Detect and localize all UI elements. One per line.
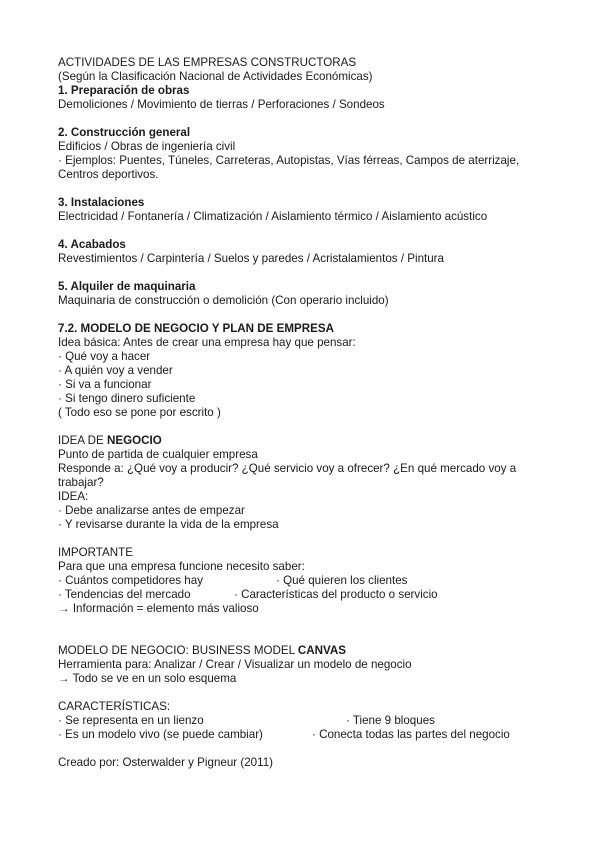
- section-3-line: Electricidad / Fontanería / Climatización / Aislamiento térmico / Aislamiento acústico: [58, 210, 488, 223]
- modelo-line: · Qué voy a hacer: [58, 350, 151, 363]
- idea-heading-bold: NEGOCIO: [106, 434, 162, 447]
- importante-row: [58, 588, 438, 602]
- importante-item: · Características del producto o servicio: [234, 588, 438, 601]
- document-subtitle: (Según la Clasificación Nacional de Actividades Económicas): [58, 70, 373, 83]
- section-1-line: Demoliciones / Movimiento de tierras / Perforaciones / Sondeos: [58, 98, 385, 111]
- modelo-heading: 7.2. MODELO DE NEGOCIO Y PLAN DE EMPRESA: [58, 322, 334, 335]
- idea-line: · Y revisarse durante la vida de la empresa: [58, 518, 279, 531]
- footer-credit: Creado por: Osterwalder y Pigneur (2011): [58, 756, 274, 769]
- modelo-line: · Si va a funcionar: [58, 378, 152, 391]
- importante-item: · Qué quieren los clientes: [276, 574, 408, 587]
- section-4-heading: 4. Acabados: [58, 238, 126, 251]
- caracteristicas-heading: CARACTERÍSTICAS:: [58, 700, 171, 713]
- modelo-line: · Si tengo dinero suficiente: [58, 392, 196, 405]
- canvas-heading: [58, 644, 346, 658]
- idea-line: · Debe analizarse antes de empezar: [58, 504, 245, 517]
- caracteristicas-item: · Se representa en un lienzo: [58, 714, 204, 727]
- caracteristicas-item: · Es un modelo vivo (se puede cambiar): [58, 728, 263, 741]
- canvas-heading-prefix: MODELO DE NEGOCIO: BUSINESS MODEL: [58, 644, 298, 657]
- modelo-line: · A quién voy a vender: [58, 364, 173, 377]
- importante-row: [58, 574, 408, 588]
- importante-arrow-line: → Información = elemento más valioso: [58, 602, 259, 615]
- importante-item: · Tendencias del mercado: [58, 588, 191, 601]
- section-5-heading: 5. Alquiler de maquinaria: [58, 280, 196, 293]
- importante-item: · Cuántos competidores hay: [58, 574, 203, 587]
- importante-heading: IMPORTANTE: [58, 546, 133, 559]
- idea-line: IDEA:: [58, 490, 89, 503]
- document-title: ACTIVIDADES DE LAS EMPRESAS CONSTRUCTORAS: [58, 56, 357, 69]
- section-4-line: Revestimientos / Carpintería / Suelos y paredes / Acristalamientos / Pintura: [58, 252, 444, 265]
- section-2-heading: 2. Construcción general: [58, 126, 191, 139]
- caracteristicas-item: · Conecta todas las partes del negocio: [312, 728, 510, 741]
- idea-line: Responde a: ¿Qué voy a producir? ¿Qué servicio voy a ofrecer? ¿En qué mercado voy a: [58, 462, 517, 475]
- idea-heading-prefix: IDEA DE: [58, 434, 107, 447]
- idea-heading: [58, 434, 162, 448]
- idea-line: trabajar?: [58, 476, 104, 489]
- canvas-heading-bold: CANVAS: [297, 644, 346, 657]
- section-1-heading: 1. Preparación de obras: [58, 84, 190, 97]
- modelo-line: Idea básica: Antes de crear una empresa hay que pensar:: [58, 336, 356, 349]
- section-2-line: Edificios / Obras de ingeniería civil: [58, 140, 236, 153]
- caracteristicas-item: · Tiene 9 bloques: [346, 714, 435, 727]
- section-2-line: · Ejemplos: Puentes, Túneles, Carreteras, Autopistas, Vías férreas, Campos de aterrizaje,: [58, 154, 520, 167]
- caracteristicas-row: [58, 728, 510, 742]
- section-3-heading: 3. Instalaciones: [58, 196, 145, 209]
- canvas-line: → Todo se ve en un solo esquema: [58, 672, 237, 685]
- modelo-line: ( Todo eso se pone por escrito ): [58, 406, 221, 419]
- idea-line: Punto de partida de cualquier empresa: [58, 448, 258, 461]
- importante-intro: Para que una empresa funcione necesito saber:: [58, 560, 305, 573]
- section-2-line: Centros deportivos.: [58, 168, 159, 181]
- caracteristicas-row: [58, 714, 435, 728]
- canvas-line: Herramienta para: Analizar / Crear / Visualizar un modelo de negocio: [58, 658, 412, 671]
- section-5-line: Maquinaria de construcción o demolición (Con operario incluido): [58, 294, 389, 307]
